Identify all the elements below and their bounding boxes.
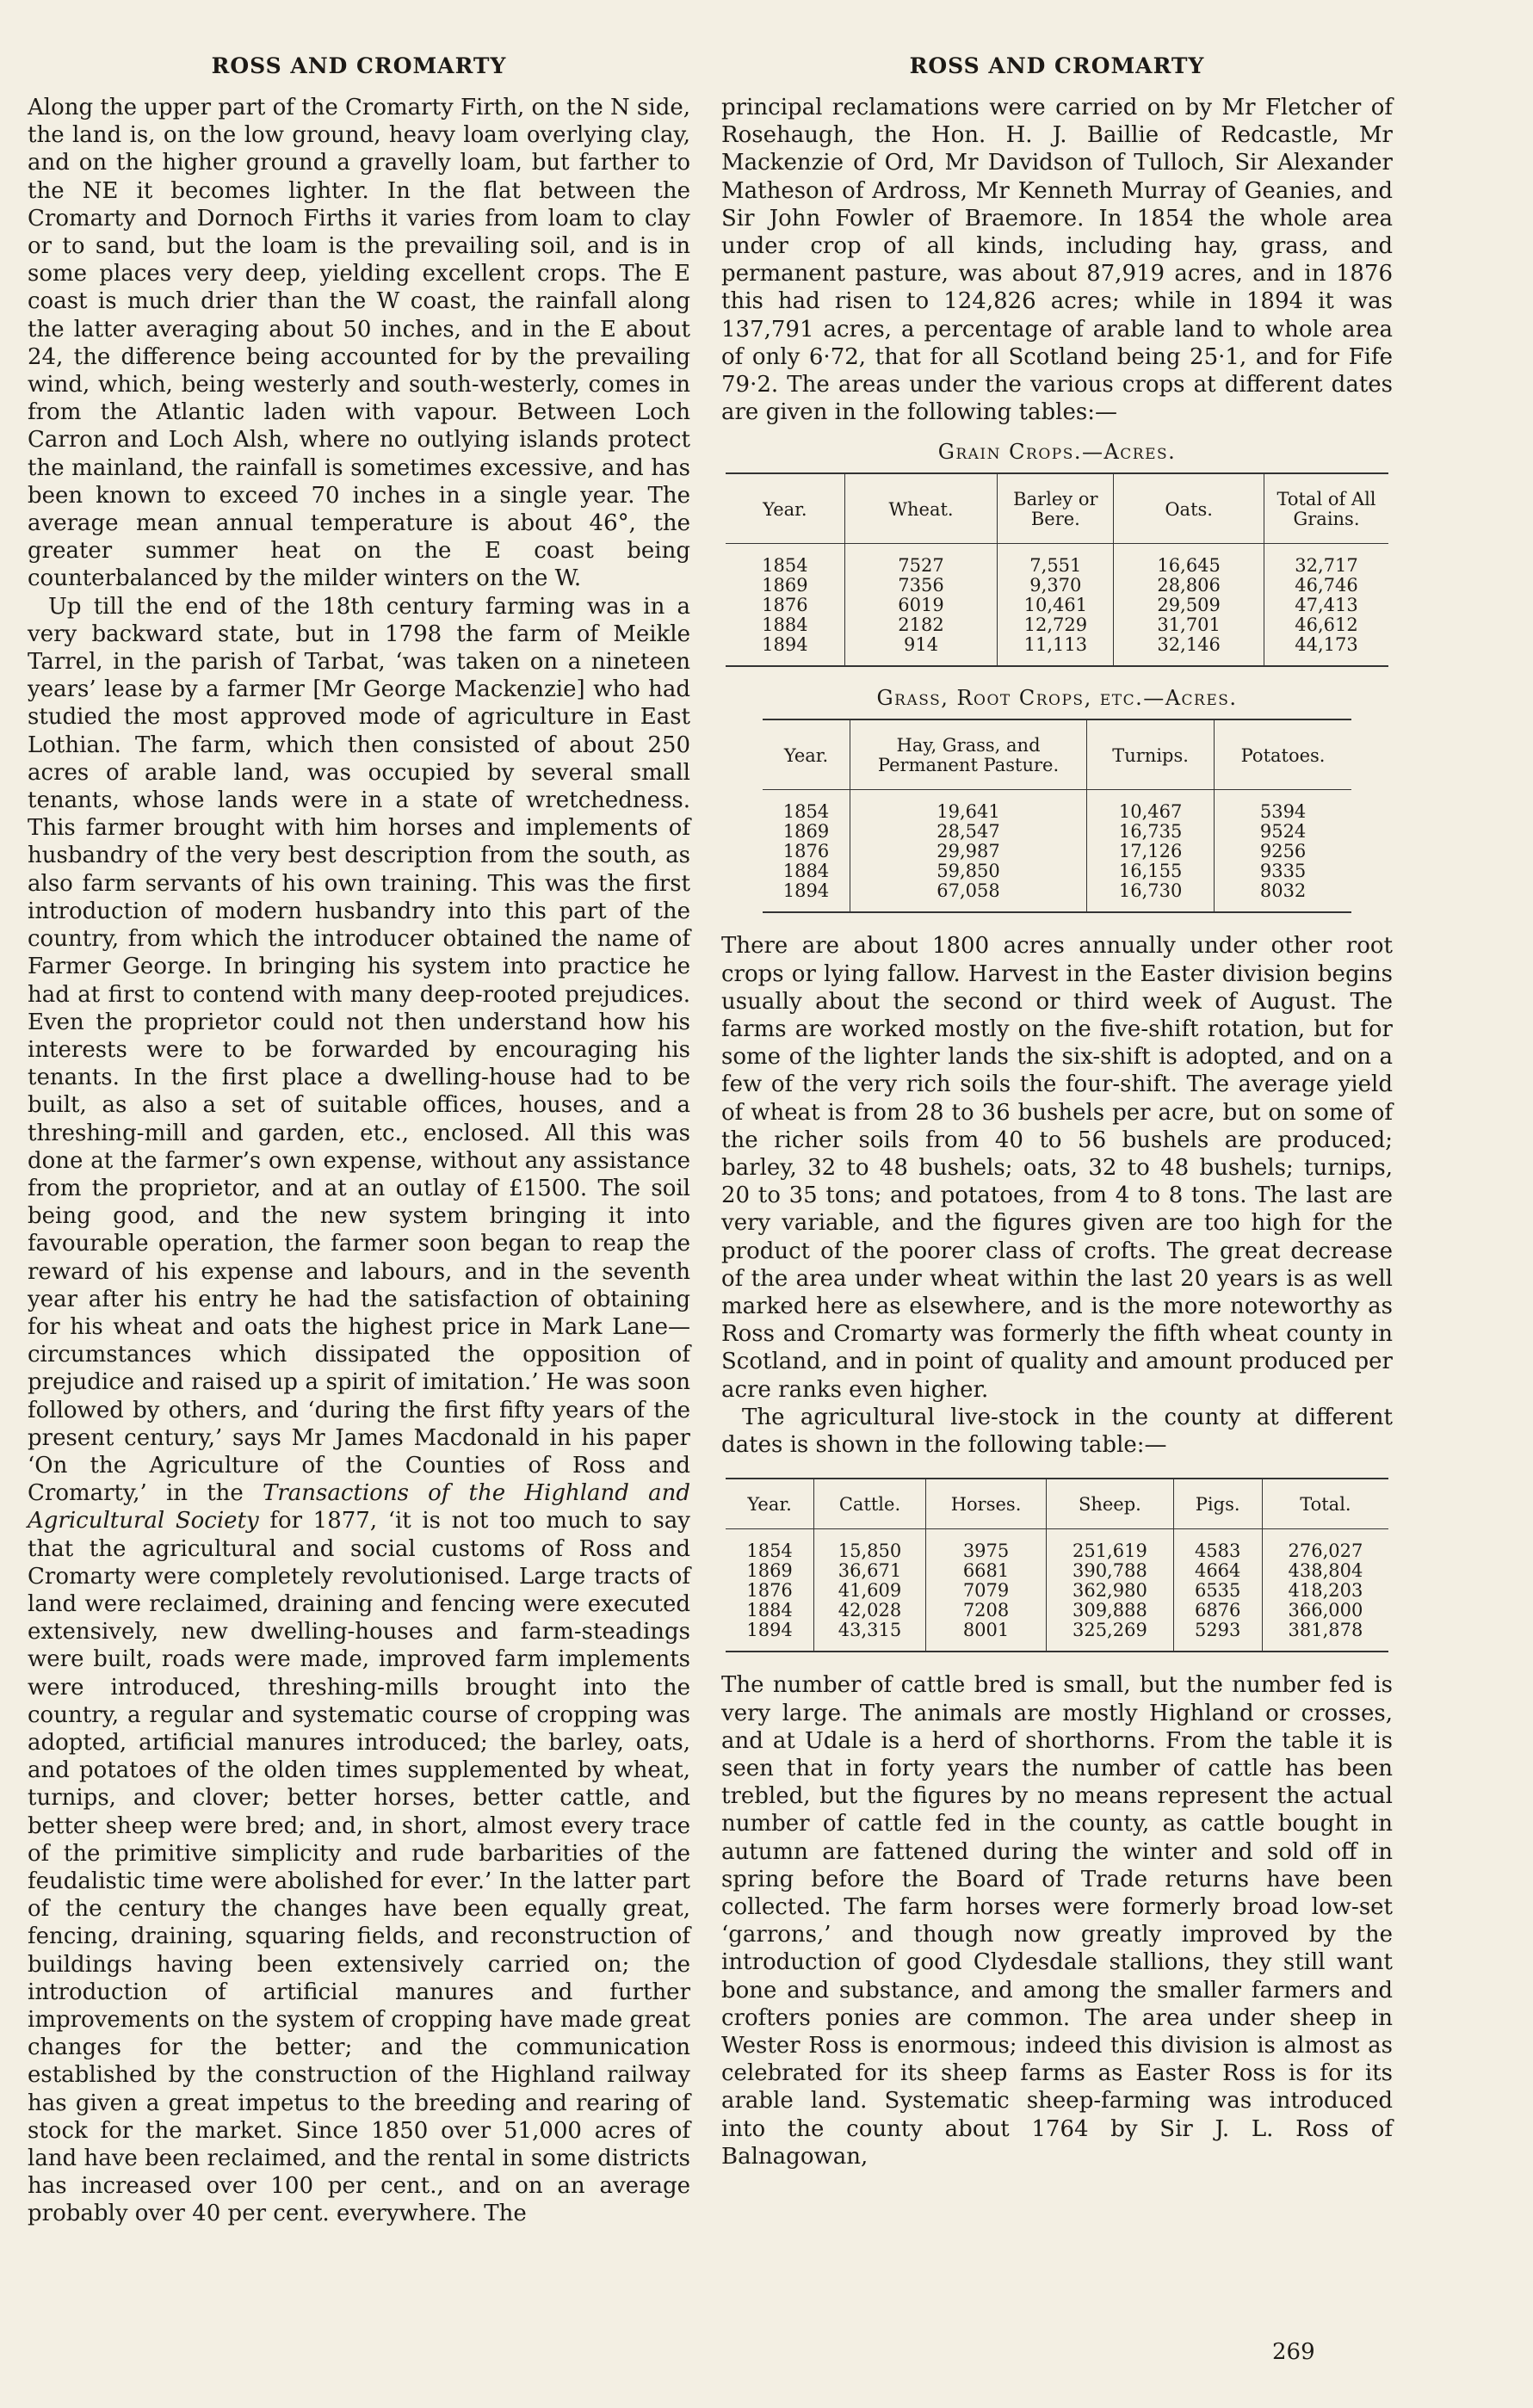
col-header-potatoes: Potatoes.: [1215, 719, 1351, 790]
table-row: [726, 1529, 1388, 1652]
running-head-right: ROSS AND CROMARTY: [909, 53, 1205, 78]
cell-turnips: 10,467 16,735 17,126 16,155 16,730: [1087, 790, 1215, 913]
paragraph-farming-history-cont: for 1877, ‘it is not too much to say that the agricultural and social customs of Ross and Cromarty were completely revolutionised. Large tracts of land were reclaimed, draining and fencing were executed extensively, new dwelling-houses and farm-steadings were built, roads were made, improved farm implements were introduced, threshing-mills brought into the country, a regular and systematic course of cropping was adopted, artificial manures introduced; the barley, oats, and potatoes of the olden times supplemented by wheat, turnips, and clover; better horses, better cattle, and better sheep were bred; and, in short, almost every trace of the primitive simplicity and rude barbarities of the feudalistic time were abolished for ever.’ In the latter part of the century the changes have been equally great, fencing, draining, squaring fields, and reconstruction of buildings having been extensively carried on; the introduction of artificial manures and further improvements on the system of cropping have made great changes for the better; and the communication established by the construction of the Highland railway has given a great impetus to the breeding and rearing of stock for the market. Since 1850 over 51,000 acres of land have been reclaimed, and the rental in some districts has increased over 100 per cent., and on an average probably over 40 per cent. everywhere. The: [28, 1508, 690, 2227]
cell-years: 1854 1869 1876 1884 1894: [726, 1529, 814, 1652]
cell-cattle: 15,850 36,671 41,609 42,028 43,315: [814, 1529, 926, 1652]
cell-years: 1854 1869 1876 1884 1894: [726, 544, 844, 667]
paragraph-cattle-sheep: The number of cattle bred is small, but the number fed is very large. The animals are mostly Highland or crosses, and at Udale is a herd of shorthorns. From the table it is seen that in forty years the number of cattle has been trebled, but the figures by no means represent the actual number of cattle fed in the county, as cattle bought in autumn are fattened during the winter and sold off in spring before the Board of Trade returns have been collected. The farm horses were formerly broad low-set ‘garrons,’ and though now greatly improved by the introduction of good Clydesdale stallions, they still want bone and substance, and among the smaller farmers and crofters ponies are common. The area under sheep in Wester Ross is enormous; indeed this division is almost as celebrated for its sheep farms as Easter Ross is for its arable land. Systematic sheep-farming was introduced into the county about 1764 by Sir J. L. Ross of Balnagowan,: [721, 1672, 1393, 2170]
grain-table-caption: Grain Crops.—Acres.: [937, 440, 1177, 465]
col-header-year: Year.: [763, 719, 850, 790]
col-header-turnips: Turnips.: [1087, 719, 1215, 790]
paragraph-farming-history-text: Up till the end of the 18th century farming was in a very backward state, but in 1798 the farm of Meikle Tarrel, in the parish of Tarbat, ‘was taken on a nineteen years’ lease by a farmer [Mr George Mackenzie] who had studied the most approved mode of agriculture in East Lothian. The farm, which then consisted of about 250 acres of arable land, was occupied by several small tenants, whose lands were in a state of wretchedness. This farmer brought with him horses and implements of husbandry of the very best description from the south, as also farm servants of his own training. This was the first introduction of modern husbandry into this part of the country, from which the introducer obtained the name of Farmer George. In bringing his system into practice he had at first to contend with many deep-rooted prejudices. Even the proprietor could not then understand how his interests were to be forwarded by encouraging his tenants. In the first place a dwelling-house had to be built, as also a set of suitable offices, houses, and a threshing-mill and garden, etc., enclosed. All this was done at the farmer’s own expense, without any assistance from the proprietor, and at an outlay of £1500. The soil being good, and the new system bringing it into favourable operation, the farmer soon began to reap the reward of his expense and labours, and in the seventh year after his entry he had the satisfaction of obtaining for his wheat and oats the highest price in Mark Lane—circumstances which dissipated the opposition of prejudice and raised up a spirit of imitation.’ He was soon followed by others, and ‘during the first fifty years of the present century,’ says Mr James Macdonald in his paper ‘On the Agriculture of the Counties of Ross and Cromarty,’ in the: [28, 593, 690, 1507]
col-header-barley: Barley or Bere.: [998, 473, 1114, 544]
paragraph-soil-climate: Along the upper part of the Cromarty Firth, on the N side, the land is, on the low ground, heavy loam overlying clay, and on the higher ground a gravelly loam, but farther to the NE it becomes lighter. In the flat between the Cromarty and Dornoch Firths it varies from loam to clay or to sand, but the loam is the prevailing soil, and is in some places very deep, yielding excellent crops. The E coast is much drier than the W coast, the rainfall along the latter averaging about 50 inches, and in the E about 24, the difference being accounted for by the prevailing wind, which, being westerly and south-westerly, comes in from the Atlantic laden with vapour. Between Loch Carron and Loch Alsh, where no outlying islands protect the mainland, the rainfall is sometimes excessive, and has been known to exceed 70 inches in a single year. The average mean annual temperature is about 46°, the greater summer heat on the E coast being counterbalanced by the milder winters on the W.: [28, 95, 690, 592]
cell-total: 32,717 46,746 47,413 46,612 44,173: [1264, 544, 1389, 667]
cell-oats: 16,645 28,806 29,509 31,701 32,146: [1114, 544, 1264, 667]
table-row: [726, 544, 1388, 667]
col-header-year: Year.: [726, 1479, 814, 1529]
col-header-pigs: Pigs.: [1173, 1479, 1262, 1529]
col-header-cattle: Cattle.: [814, 1479, 926, 1529]
cell-potatoes: 5394 9524 9256 9335 8032: [1215, 790, 1351, 913]
col-header-sheep: Sheep.: [1047, 1479, 1173, 1529]
paragraph-farming-history: [28, 593, 690, 2228]
col-header-oats: Oats.: [1114, 473, 1264, 544]
cell-horses: 3975 6681 7079 7208 8001: [925, 1529, 1046, 1652]
col-header-year: Year.: [726, 473, 844, 544]
paragraph-livestock-intro: The agricultural live-stock in the county at different dates is shown in the following table:—: [721, 1404, 1393, 1459]
cell-years: 1854 1869 1876 1884 1894: [763, 790, 850, 913]
cell-hay-grass: 19,641 28,547 29,987 59,850 67,058: [850, 790, 1087, 913]
col-header-total: Total.: [1262, 1479, 1388, 1529]
grass-table-caption: Grass, Root Crops, etc.—Acres.: [876, 686, 1238, 711]
col-header-wheat: Wheat.: [844, 473, 998, 544]
cell-total: 276,027 438,804 418,203 366,000 381,878: [1262, 1529, 1388, 1652]
paragraph-reclamations: principal reclamations were carried on by Mr Fletcher of Rosehaugh, the Hon. H. J. Baillie of Redcastle, Mr Mackenzie of Ord, Mr Davidson of Tulloch, Sir Alexander Matheson of Ardross, Mr Kenneth Murray of Geanies, and Sir John Fowler of Braemore. In 1854 the whole area under crop of all kinds, including hay, grass, and permanent pasture, was about 87,919 acres, and in 1876 this had risen to 124,826 acres; while in 1894 it was 137,791 acres, a percentage of arable land to whole area of only 6·72, that for all Scotland being 25·1, and for Fife 79·2. The areas under the various crops at different dates are given in the following tables:—: [721, 95, 1393, 426]
grain-crops-table: [726, 472, 1388, 667]
cell-pigs: 4583 4664 6535 6876 5293: [1173, 1529, 1262, 1652]
running-head-left: ROSS AND CROMARTY: [211, 53, 507, 78]
livestock-table: [726, 1478, 1388, 1652]
left-column: [28, 53, 690, 2228]
journal-title: Transactions of the Highland and Agricultural Society: [28, 1480, 690, 1534]
col-header-hay-grass: Hay, Grass, and Permanent Pasture.: [850, 719, 1087, 790]
col-header-total: Total of All Grains.: [1264, 473, 1389, 544]
table-row: [763, 790, 1351, 913]
page-number: 269: [1272, 2339, 1315, 2365]
grass-root-crops-table: [763, 719, 1351, 913]
table-header-row: [763, 719, 1351, 790]
cell-barley: 7,551 9,370 10,461 12,729 11,113: [998, 544, 1114, 667]
table-header-row: [726, 473, 1388, 544]
right-column: [721, 53, 1393, 2170]
cell-sheep: 251,619 390,788 362,980 309,888 325,269: [1047, 1529, 1173, 1652]
table-header-row: [726, 1479, 1388, 1529]
paragraph-harvest-yield: There are about 1800 acres annually under other root crops or lying fallow. Harvest in the Easter division begins usually about the second or third week of August. The farms are worked mostly on the five-shift rotation, but for some of the lighter lands the six-shift is adopted, and on a few of the very rich soils the four-shift. The average yield of wheat is from 28 to 36 bushels per acre, but on some of the richer soils from 40 to 56 bushels are produced; barley, 32 to 48 bushels; oats, 32 to 48 bushels; turnips, 20 to 35 tons; and potatoes, from 4 to 8 tons. The last are very variable, and the figures given are too high for the product of the poorer class of crofts. The great decrease of the area under wheat within the last 20 years is as well marked here as elsewhere, and is the more noteworthy as Ross and Cromarty was formerly the fifth wheat county in Scotland, and in point of quality and amount produced per acre ranks even higher.: [721, 933, 1393, 1403]
cell-wheat: 7527 7356 6019 2182 914: [844, 544, 998, 667]
col-header-horses: Horses.: [925, 1479, 1046, 1529]
